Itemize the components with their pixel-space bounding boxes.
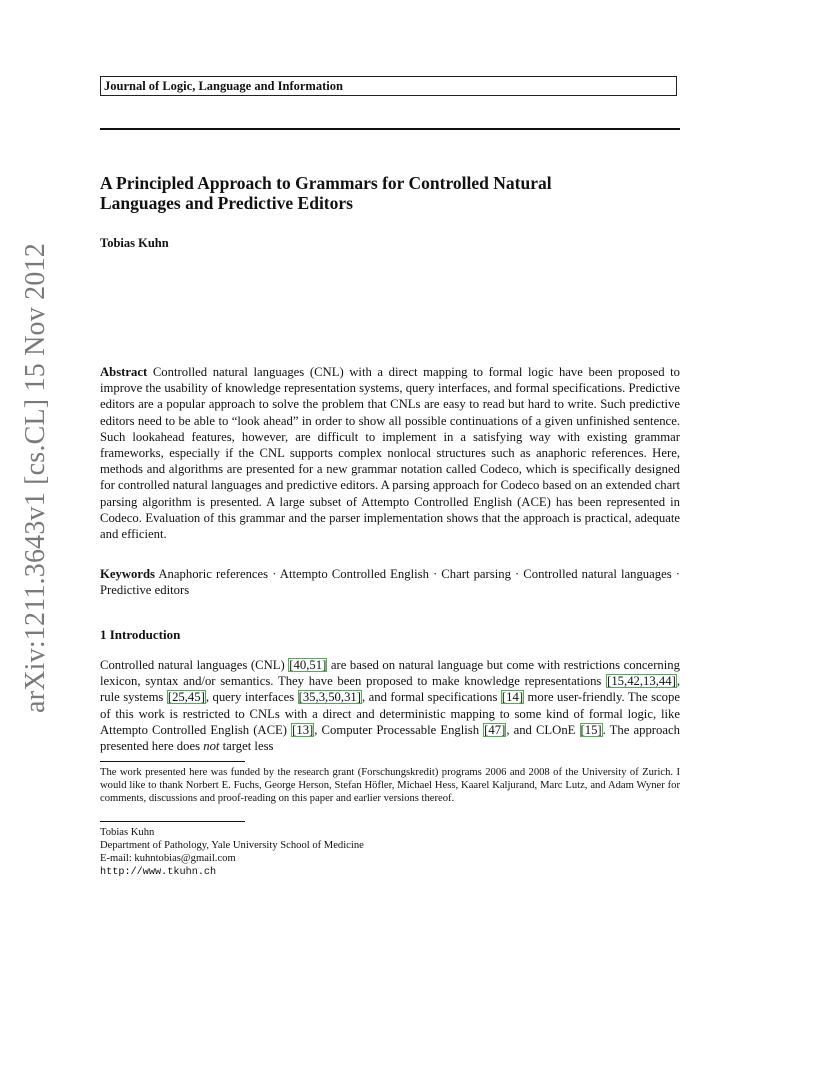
footnote-rule	[100, 761, 245, 762]
citation-link[interactable]: [14]	[501, 690, 524, 705]
affiliation-email[interactable]: E-mail: kuhntobias@gmail.com	[100, 853, 236, 865]
citation-link[interactable]: [35,3,50,31]	[298, 690, 361, 705]
header-rule	[100, 128, 680, 130]
intro-paragraph	[100, 657, 680, 754]
title-line-1: A Principled Approach to Grammars for Controlled Natural	[100, 173, 552, 193]
intro-text: , query interfaces	[205, 690, 298, 705]
keywords-text: Anaphoric references · Attempto Controlled English · Chart parsing · Controlled natural languages · Predictive editors	[100, 567, 680, 598]
affiliation-dept: Department of Pathology, Yale University School of Medicine	[100, 840, 364, 852]
abstract	[100, 364, 680, 542]
citation-link[interactable]: [25,45]	[167, 690, 205, 705]
section-title: Introduction	[109, 627, 181, 642]
intro-text: , rule systems	[100, 674, 680, 705]
affiliation-name: Tobias Kuhn	[100, 827, 155, 838]
arxiv-stamp: arXiv:1211.3643v1 [cs.CL] 15 Nov 2012	[20, 243, 51, 713]
intro-text: , and formal specifications	[361, 690, 501, 705]
affiliation-rule	[100, 821, 245, 822]
intro-text: more user-friendly. The scope of this work is restricted to CNLs with a direct and deterministic mapping to some kind of formal logic, like Attempto Controlled English (ACE)	[100, 690, 680, 737]
author-name: Tobias Kuhn	[100, 236, 169, 250]
intro-text: , and CLOnE	[506, 722, 580, 737]
intro-text: target less	[219, 739, 274, 754]
intro-text: . The approach presented here does	[100, 722, 680, 754]
citation-link[interactable]: [40,51]	[289, 658, 327, 672]
section-number: 1	[100, 627, 107, 642]
paper-title	[100, 173, 680, 213]
title-line-2: Languages and Predictive Editors	[100, 193, 353, 213]
section-heading	[100, 627, 180, 643]
intro-text: , Computer Processable English	[314, 722, 484, 737]
affiliation-url[interactable]: http://www.tkuhn.ch	[100, 866, 217, 878]
intro-text: are based on natural language but come with restrictions concerning lexicon, syntax and/or semantics. They have been proposed to make knowledge representations	[100, 658, 680, 689]
abstract-label: Abstract	[100, 365, 148, 379]
intro-emphasis: not	[203, 739, 220, 754]
keywords-label: Keywords	[100, 567, 155, 581]
footnote: The work presented here was funded by the research grant (Forschungskredit) programs 2006 and 2008 of the University of Zurich. I would like to thank Norbert E. Fuchs, George Herson, Stefan Höfler, Michael Hess, Kaarel Kaljurand, Marc Lutz, and Adam Wyner for comments, discussions and proof-reading on this paper and earlier versions thereof.	[100, 767, 680, 805]
keywords	[100, 566, 680, 598]
citation-link[interactable]: [47]	[484, 722, 506, 737]
intro-text: Controlled natural languages (CNL)	[100, 658, 289, 672]
citation-link[interactable]: [15,42,13,44]	[607, 674, 676, 689]
citation-link[interactable]: [15]	[580, 722, 602, 737]
journal-name: Journal of Logic, Language and Information	[100, 76, 677, 96]
affiliation-block	[100, 826, 680, 879]
citation-link[interactable]: [13]	[292, 722, 314, 737]
abstract-text: Controlled natural languages (CNL) with a direct mapping to formal logic have been proposed to improve the usability of knowledge representation systems, query interfaces, and formal specifications. Predictive editors are a popular approach to solve the problem that CNLs are easy to read but hard to write. Such predictive editors need to be able to “look ahead” in order to show all possible continuations of a given unfinished sentence. Such lookahead features, however, are difficult to implement in a satisfying way with existing grammar frameworks, especially if the CNL supports complex nonlocal structures such as anaphoric references. Here, methods and algorithms are presented for a new grammar notation called Codeco, which is specifically designed for controlled natural languages and predictive editors. A parsing approach for Codeco based on an extended chart parsing algorithm is presented. A large subset of Attempto Controlled English (ACE) has been represented in Codeco. Evaluation of this grammar and the parser implementation shows that the approach is practical, adequate and efficient.	[100, 365, 681, 542]
